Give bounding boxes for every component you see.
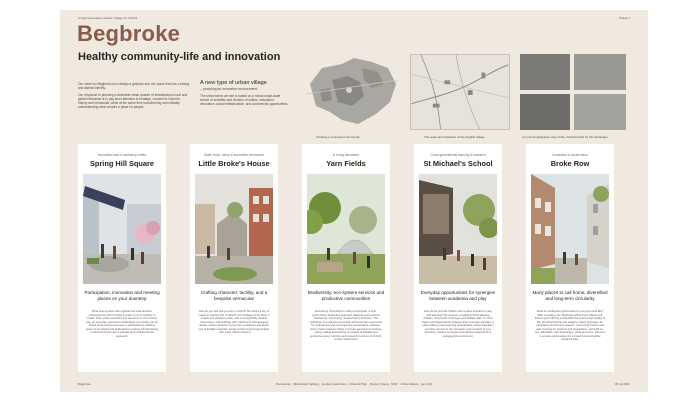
landscape-photo (574, 94, 626, 130)
photos-caption: A communal/agrarian way of life, characterized by the landscape (522, 135, 608, 139)
panel-little-brokes-house (190, 144, 278, 372)
panel-title: Little Broke's House (198, 159, 270, 168)
intro-text (78, 82, 190, 112)
urban-village-heading: A new type of urban village (200, 80, 267, 86)
panel-tag: Incubation & social mess (552, 153, 588, 157)
broke-row-illustration (531, 174, 609, 284)
panel-title: Spring Hill Square (89, 159, 155, 168)
panel-title: St Michael's School (423, 159, 493, 168)
spring-hill-square-illustration (83, 174, 161, 284)
panel-spring-hill-square (78, 144, 166, 372)
landscape-photo (520, 54, 570, 90)
intro-paragraph: Our response to planning a desirable urban quarter of simultaneous local and global relevance is to pay keen attention to heritage, connect to Oxford's history and vernacular, while at the same time transforming and critically understanding what creates a place for people. (78, 93, 188, 109)
panel-tag: Innovation labs & workshop coffee (97, 153, 147, 157)
panel-broke-row (526, 144, 614, 372)
village-map (410, 54, 510, 130)
panel-tag: State, brick, hemp & innovative vernacular (204, 153, 264, 157)
panel-body: What does a place with a global and local ambition concretely look like? Finding a scale to come together to create, build, share amenities and resources in an inclusive way, an everyday social and collaborative community can be linked. Empowering everyone to participate by enabling space to be shared and dedicated to creating rich flourishing environments through a granular and multi-functional approach. (86, 310, 158, 338)
panel-body: What do residential opportunities for everyone look like? With a creative mix, Begbroke will become vibrant and fosters good offering sustainable living and a high quality of life, providing flexible and adaptive robust typologies for integration of work and research. Community homes and aids, housing for students and researchers, self-build co-ops, affordable, new local shops, yards and more. Partners to ensure opportunities for a mixed local and global residents alike. (534, 310, 606, 341)
panel-heading: Crafting character, tactility, and a bespoke vernacular (200, 290, 268, 301)
urban-village-block (200, 80, 290, 106)
panel-heading: Many places to call home, diversified and long-term circularity (532, 290, 608, 301)
panel-st-michaels-school (414, 144, 502, 372)
footer-date: 06.12.2021 (614, 382, 630, 386)
panel-title: Yarn Fields (326, 159, 366, 168)
yarn-fields-illustration (307, 174, 385, 284)
poster-title: Begbroke (77, 21, 181, 46)
footer-project: Begbroke (78, 382, 91, 386)
site-plan-map (302, 54, 402, 130)
panel-heading: Participation, innovation and meeting places on your doorstep (84, 290, 160, 301)
poster-subtitle: Healthy community-life and innovation (78, 51, 281, 63)
panel-title: Broke Row (550, 159, 590, 168)
panel-tag: Cross generational learning & research (430, 153, 486, 157)
panel-heading: Biodiversity, eco-system services and productive communities (307, 290, 385, 301)
landscape-photo (574, 54, 626, 90)
panel-heading: Everyday opportunities for synergies between academia and play (420, 290, 496, 301)
little-brokes-house-illustration (195, 174, 273, 284)
intro-paragraph: Our vision for Begbroke is to design a granular and rich place that has a strong and distinct identity. (78, 82, 190, 90)
urban-village-sub: – providing an innovative environment. (200, 87, 259, 91)
st-michaels-school-illustration (419, 174, 497, 284)
panel-tag: A Living laboratory (332, 153, 360, 157)
landscape-photo (520, 94, 570, 130)
header-tagline: A New Generation Garden Village for Oxford (78, 16, 138, 20)
footer-credits: Pertwomas · Björkander Sjöberg · Henley Halebrown · Urbanist Plan · Flerion Cheng · MSP · Urban Nature · Ian Firth (275, 382, 433, 386)
poster-board (60, 10, 648, 392)
panel-yarn-fields (302, 144, 390, 372)
urban-village-body: The urban fabric we see is based on a mixed small-scale weave of activities and clusters of culture, education, innovation, social infrastructure, and commercial opportunities. (200, 94, 289, 106)
header-phase: Phase 1 (618, 16, 630, 20)
map2-caption: The scale and character of the English village (424, 135, 485, 139)
panel-body: How do you feel that you are in Oxford? We think it's key to create an identity that is linked to the heritage of the area. A unique and attractive place, with a recognizably durable urban fabric, and buildings with crafted and well designed details, where character comes from a wellness and tactile use of durable materials, locally produced and regenerative – with a low carbon footprint. (198, 310, 270, 334)
panel-body: How do we provide children with a place founded on play and learning? We envision a neighbourhood allowing children, and people of all ages and abilities alike, to move freely and independently between their everyday activities. A place offering many learning opportunities, where education and play connect to the innovation and research of your doorstep, creating synergies and shared prospects for a pedagogical environment. (422, 310, 495, 338)
map1-caption: Creating a connected community (316, 135, 360, 139)
panel-body: Embracing Oxfordshire's rolling countryside, a high-performance landscape approach balances and enriches biodiversity, community, research and production. The cultivation of small-size food fields and forest farm land beds for hydroponics and contemporary permaculture practices, where local producers follow a circular approach to growing, eating, talking and sharing. A network of habitats and productive green corridors and research functions of Oxford, London and beyond. (310, 310, 382, 341)
